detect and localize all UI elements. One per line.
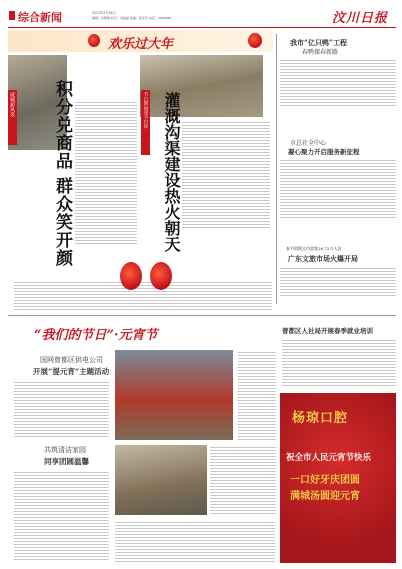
- ad-brand: 杨琼口腔: [292, 411, 349, 426]
- right-body3: [280, 266, 396, 296]
- festival-banner: [8, 30, 273, 52]
- story2-side-label: [141, 90, 150, 155]
- right-column: [280, 34, 396, 299]
- lower-left-h2b: 同享团圆温馨: [44, 457, 89, 466]
- story2-body-a: [182, 120, 270, 230]
- dragon-dance-photo: [115, 350, 233, 440]
- lantern-icon: [120, 262, 142, 290]
- editor-line: 编辑：肖雅楠 校对：刘丽丽 美编：郝亚军 电话：3003888: [92, 16, 172, 20]
- right-h2b: 凝心聚力开启服务新征程: [288, 148, 360, 156]
- story2-side-label-text: 节日期间里不打烊: [143, 92, 148, 129]
- lower-body-3: [115, 520, 275, 562]
- story1-body: [75, 100, 137, 245]
- right-h1b: 春鸭探春新路: [302, 49, 339, 56]
- cleaning-photo: [115, 445, 207, 515]
- right-h2a: 市总社全中心: [290, 140, 327, 147]
- date-line: 2021年2月26日: [92, 11, 116, 15]
- story1-side-label: [8, 90, 17, 145]
- right-h3b: 广东文旅市场火爆开局: [288, 254, 358, 263]
- advertisement: [280, 393, 396, 563]
- ad-line3: 满城汤圆迎元宵: [290, 491, 360, 502]
- lower-right-body: [282, 338, 396, 386]
- cleaning-caption: [210, 445, 276, 515]
- masthead: [0, 0, 402, 34]
- banner-title: 欢乐过大年: [108, 37, 174, 52]
- lantern-icon: [150, 262, 172, 290]
- paper-logo: 汶川日报: [332, 11, 389, 26]
- lantern-icon: [248, 33, 262, 48]
- story1-body-b: [14, 280, 272, 310]
- right-h1: 我市“亿只鸭”工程: [290, 38, 348, 47]
- lower-left-h1a: 国网曾都区供电公司: [40, 356, 103, 364]
- banner2-title: “我们的节日”·元宵节: [34, 328, 158, 343]
- mid-rule: [8, 315, 396, 316]
- ad-line2: 一口好牙庆团圆: [290, 475, 360, 486]
- story1-headline: 积分兑商品 群众笑开颜: [52, 80, 72, 267]
- column-divider: [276, 34, 277, 304]
- story1-side-label-text: 咸城新风采: [9, 92, 15, 117]
- right-h3a: 春节假期全市游客26.72万人次: [286, 246, 342, 251]
- story2-headline: 灌溉沟渠建设热火朝天: [162, 92, 181, 252]
- lower-left-h1b: 开展“提元宵”主题活动: [33, 367, 110, 376]
- lower-left-body2: [14, 470, 109, 560]
- masthead-rule: [8, 27, 396, 28]
- festival-banner-2: [14, 318, 274, 348]
- right-body2: [280, 158, 396, 218]
- section-title: 综合新闻: [18, 11, 62, 24]
- lower-right-h4: 曾都区人社局开展春季就业培训: [282, 327, 373, 335]
- ad-line1: 祝全市人民元宵节快乐: [286, 453, 372, 463]
- section-icon: [9, 11, 15, 20]
- lower-left-body1: [14, 380, 109, 438]
- right-body1: [280, 58, 396, 106]
- lower-left-h2a: 共筑清洁家园: [44, 446, 86, 454]
- lantern-icon: [88, 34, 100, 47]
- photo-caption: [238, 350, 276, 440]
